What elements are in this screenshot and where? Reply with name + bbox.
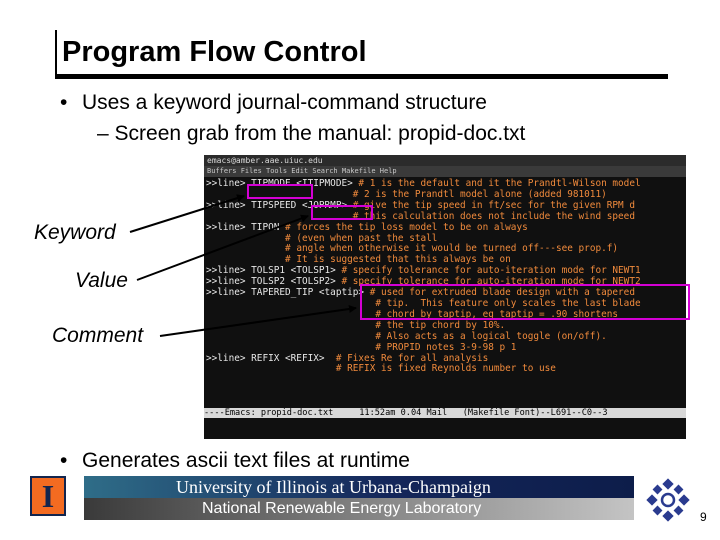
value-arrow xyxy=(137,216,308,280)
comment-text: # this calculation does not include the wind speed xyxy=(352,210,635,222)
comment-text: # give the tip speed in ft/sec for the given RPM d xyxy=(352,199,635,211)
command-text: >>line> TIPSPEED <JOPRMP> xyxy=(206,199,353,211)
keyword-arrow xyxy=(130,196,244,232)
bullet-glyph: • xyxy=(60,91,68,114)
callout-keyword: Keyword xyxy=(34,221,116,244)
uiuc-logo-letter: I xyxy=(41,478,55,514)
slide-title: Program Flow Control xyxy=(62,36,367,68)
comment-text: # specify tolerance for auto-iteration mode for NEWT1 xyxy=(341,265,641,277)
comment-text: # the tip chord by 10%. xyxy=(375,319,506,331)
comment-text: # 2 is the Prandtl model alone (added 981011) xyxy=(352,188,607,200)
comment-arrow xyxy=(160,308,356,336)
uiuc-logo xyxy=(30,476,66,516)
comment-text: # chord by taptip, eg taptip = .90 shortens xyxy=(375,308,619,320)
footer-university: University of Illinois at Urbana-Champaign xyxy=(176,477,491,497)
footer-lab-band xyxy=(84,498,634,520)
command-text: >>line> TIPON xyxy=(206,221,286,233)
nrel-logo-icon xyxy=(646,478,690,522)
comment-text: # tip. This feature only scales the last blade xyxy=(375,297,641,309)
footer-university-band xyxy=(84,476,634,498)
command-text: >>line> TIPMODE <ITIPMODE> xyxy=(206,178,359,189)
comment-text: # PROPID notes 3-9-98 p 1 xyxy=(375,341,517,353)
command-text: >>line> TOLSP2 <TOLSP2> xyxy=(206,276,342,288)
bullet-text: Generates ascii text files at runtime xyxy=(82,449,410,472)
page-number: 9 xyxy=(700,510,707,524)
comment-text: # It is suggested that this always be on xyxy=(285,254,511,266)
callout-comment: Comment xyxy=(52,324,144,347)
comment-text: # (even when past the stall xyxy=(285,232,438,244)
bullet-ascii-files xyxy=(60,449,410,473)
bullet-text: Uses a keyword journal-command structure xyxy=(82,91,487,114)
comment-text: # Fixes Re for all analysis xyxy=(335,352,489,364)
comment-text: # specify tolerance for auto-iteration mode for NEWT2 xyxy=(341,276,641,288)
command-text: >>line> REFIX <REFIX> xyxy=(206,352,336,364)
comment-text: # REFIX is fixed Reynolds number to use xyxy=(335,363,556,375)
comment-text: # Also acts as a logical toggle (on/off). xyxy=(375,330,607,342)
sub-bullet-screen-grab: – Screen grab from the manual: propid-doc.txt xyxy=(97,122,526,145)
emacs-menu-bar: Buffers Files Tools Edit Search Makefile Help xyxy=(204,166,686,177)
emacs-mode-line: ----Emacs: propid-doc.txt 11:52am 0.04 Mail (Makefile Font)--L691--C0--3 xyxy=(204,408,686,418)
comment-text: # forces the tip loss model to be on always xyxy=(285,221,528,233)
command-text: >>line> TOLSP1 <TOLSP1> xyxy=(206,265,342,277)
emacs-window-title: emacs@amber.aae.uiuc.edu xyxy=(204,155,686,166)
comment-text: # 1 is the default and it the Prandtl-Wilson model xyxy=(358,178,641,189)
command-text: >>line> TAPERED_TIP <taptip> xyxy=(206,287,370,299)
comment-text: # angle when otherwise it would be turned off---see prop.f) xyxy=(285,243,619,255)
comment-text: # used for extruded blade design with a tapered xyxy=(369,287,635,299)
bullet-glyph: • xyxy=(60,449,68,472)
callout-value: Value xyxy=(75,269,128,292)
footer-lab: National Renewable Energy Laboratory xyxy=(202,500,482,517)
